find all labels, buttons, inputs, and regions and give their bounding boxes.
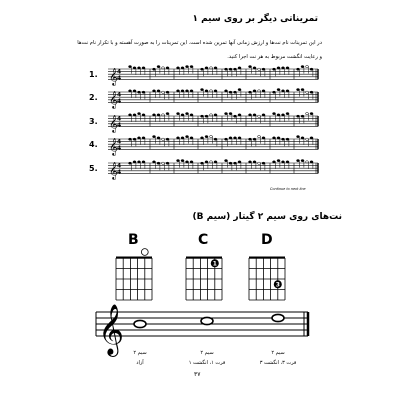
- exercise-number: 2.: [89, 93, 98, 102]
- whole-note: [272, 314, 284, 321]
- finger-number: 3: [275, 281, 280, 289]
- instruction-line-1: در این تمرینات نام نت‌ها و ارزش زمانی آنها تمرین شده است. این تمرینات را به صورت آهسته و با تکرار نام نت‌ها: [77, 40, 322, 46]
- chord-name: C: [198, 232, 209, 248]
- note-caption-string: سیم ۲: [133, 350, 147, 356]
- treble-clef: 𝄞: [109, 114, 118, 133]
- whole-note: [134, 320, 146, 327]
- exercise-number: 3.: [89, 117, 98, 126]
- time-signature-top: 4: [117, 115, 122, 123]
- note-caption-fret: فرت ۳، انگشت ۳: [259, 360, 297, 366]
- treble-clef: 𝄞: [109, 161, 118, 180]
- section-title: تمریناتی دیگر بر روی سیم ۱: [192, 14, 318, 24]
- time-signature-bottom: 4: [117, 144, 122, 152]
- section-title-strings: نت‌های روی سیم ۲ گیتار (سیم B): [192, 212, 342, 222]
- time-signature-top: 4: [117, 68, 122, 76]
- instruction-line-2: و رعایت انگشت مربوط به هر نت اجرا کنید.: [227, 54, 322, 60]
- time-signature-bottom: 4: [117, 168, 122, 176]
- time-signature-bottom: 4: [117, 74, 122, 82]
- note-caption-string: سیم ۲: [271, 350, 285, 356]
- note-caption-fret: آزاد: [136, 360, 144, 366]
- page-number: ۳۷: [194, 371, 201, 378]
- time-signature-bottom: 4: [117, 121, 122, 129]
- exercise-number: 5.: [89, 164, 98, 173]
- note-caption-string: سیم ۲: [200, 350, 214, 356]
- note-caption-fret: فرت ۱، انگشت ۱: [188, 360, 226, 366]
- time-signature-top: 4: [117, 162, 122, 170]
- chord-name: B: [128, 232, 139, 248]
- time-signature-top: 4: [117, 91, 122, 99]
- whole-note: [201, 317, 213, 324]
- exercise-number: 4.: [89, 140, 98, 149]
- exercise-number: 1.: [89, 70, 98, 79]
- treble-clef: 𝄞: [109, 67, 118, 86]
- chord-name: D: [261, 232, 273, 248]
- finger-number: 1: [212, 260, 217, 268]
- time-signature-top: 4: [117, 138, 122, 146]
- time-signature-bottom: 4: [117, 97, 122, 105]
- treble-clef: 𝄞: [109, 137, 118, 156]
- treble-clef: 𝄞: [109, 90, 118, 109]
- treble-clef: 𝄞: [98, 304, 125, 355]
- continue-annotation: Continue to next line: [270, 187, 306, 191]
